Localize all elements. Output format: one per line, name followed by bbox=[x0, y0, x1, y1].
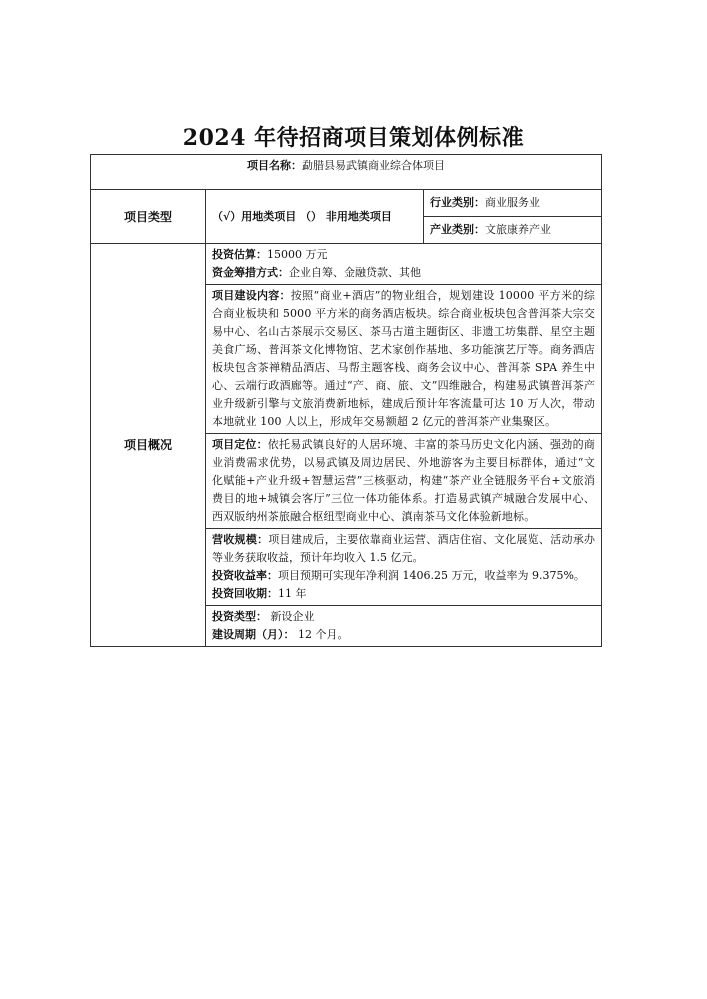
project-name-value: 勐腊县易武镇商业综合体项目 bbox=[302, 159, 445, 172]
overview-label: 项目概况 bbox=[91, 244, 206, 647]
funding-label: 资金筹措方式： bbox=[212, 266, 289, 279]
invest-type-label: 投资类型： bbox=[212, 610, 267, 623]
industry-cell bbox=[424, 190, 602, 217]
content-value: 按照“商业+酒店”的物业组合，规划建设 10000 平方米的综合商业板块和 5000 平方米的商务酒店板块。综合商业板块包含普洱茶大宗交易中心、名山古茶展示交易区、茶马古道主题街区、非遗工坊集群、星空主题美食广场、普洱茶文化博物馆、艺术家创作基地、多功能演艺厅等。商务酒店板块包含茶禅精品酒店、马帮主题客栈、商务会议中心、普洱茶 SPA 养生中心、云端行政酒廊等。通过“产、商、旅、文”四维融合，构建易武镇普洱茶产业升级新引擎与文旅消费新地标，建成后预计年客流量可达 10 万人次，带动本地就业 100 人以上，形成年交易额超 2 亿元的普洱茶产业集聚区。 bbox=[212, 289, 596, 428]
content-label: 项目建设内容： bbox=[212, 289, 291, 302]
page-title: 2024 年待招商项目策划体例标准 bbox=[182, 125, 525, 151]
investment-estimate-value: 15000 万元 bbox=[267, 248, 328, 261]
return-rate-value: 项目预期可实现年净利润 1406.25 万元，收益率为 9.375%。 bbox=[278, 569, 585, 582]
content-cell bbox=[206, 285, 602, 434]
investtype-cell bbox=[206, 606, 602, 647]
return-rate-label: 投资收益率： bbox=[212, 569, 278, 582]
investment-estimate-label: 投资估算： bbox=[212, 248, 267, 261]
period-value: 12 个月。 bbox=[294, 628, 349, 641]
positioning-cell bbox=[206, 434, 602, 529]
project-type-label: 项目类型 bbox=[91, 190, 206, 244]
overview-row-investment bbox=[91, 244, 602, 285]
positioning-value: 依托易武镇良好的人居环境、丰富的茶马历史文化内涵、强劲的商业消费需求优势，以易武镇及周边居民、外地游客为主要目标群体，通过“文化赋能+产业升级+智慧运营”三核驱动，构建“茶产业全链服务平台+文旅消费目的地+城镇会客厅”三位一体功能体系。打造易武镇产城融合发展中心、西双版纳州茶旅融合枢纽型商业中心、滇南茶马文化体验新地标。 bbox=[212, 438, 596, 523]
operation-value: 项目建成后，主要依靠商业运营、酒店住宿、文化展览、活动承办等业务获取收益，预计年均收入 1.5 亿元。 bbox=[212, 533, 596, 564]
positioning-label: 项目定位： bbox=[212, 438, 268, 451]
period-label: 建设周期（月）： bbox=[212, 628, 295, 641]
returns-cell bbox=[206, 529, 602, 606]
sector-value: 文旅康养产业 bbox=[485, 223, 551, 236]
industry-value: 商业服务业 bbox=[485, 196, 540, 209]
funding-value: 企业自筹、金融贷款、其他 bbox=[289, 266, 421, 279]
invest-type-value: 新设企业 bbox=[267, 610, 315, 623]
sector-cell bbox=[424, 217, 602, 244]
project-info-table bbox=[90, 154, 602, 647]
operation-label: 营收规模： bbox=[212, 533, 269, 546]
project-type-row-1 bbox=[91, 190, 602, 217]
payback-label: 投资回收期： bbox=[212, 587, 278, 600]
industry-label: 行业类别： bbox=[430, 196, 485, 209]
sector-label: 产业类别： bbox=[430, 223, 485, 236]
project-name-label: 项目名称： bbox=[247, 159, 302, 172]
payback-value: 11 年 bbox=[278, 587, 307, 600]
project-type-value: （√）用地类项目 （） 非用地类项目 bbox=[206, 190, 424, 244]
project-name-row bbox=[91, 155, 602, 190]
project-name-cell bbox=[91, 155, 602, 190]
investment-cell bbox=[206, 244, 602, 285]
